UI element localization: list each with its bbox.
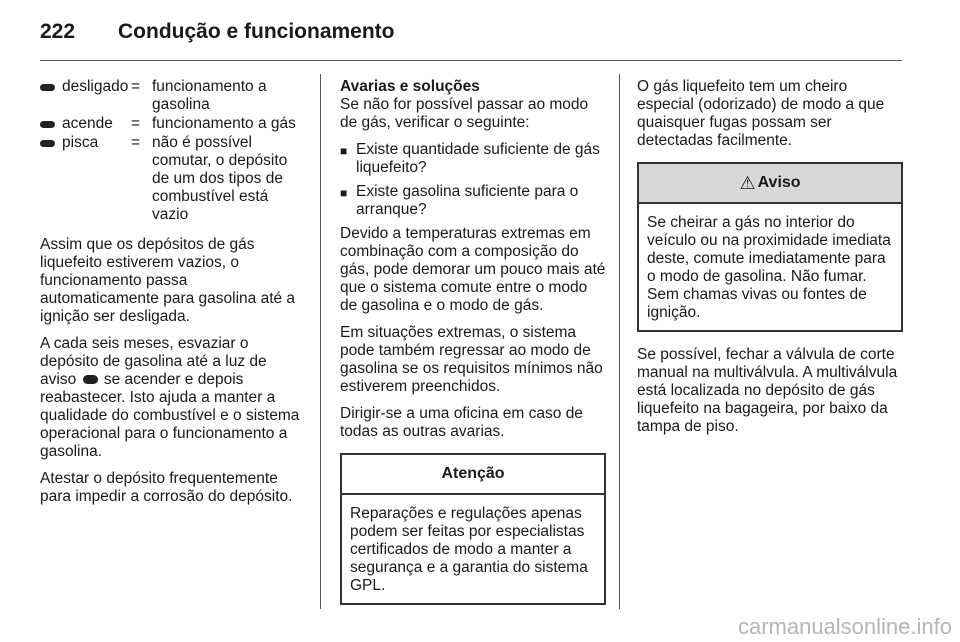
warning-triangle-icon: ⚠ xyxy=(739,173,756,193)
warning-box-title: Aviso xyxy=(757,174,801,191)
header-divider xyxy=(40,60,902,61)
paragraph-workshop: Dirigir-se a uma oficina em caso de todas as outras avarias. xyxy=(340,405,583,440)
attention-box-body: Reparações e regulações apenas podem ser feitas por especialistas certificados de modo a manter a segurança e a garantia do sistema GPL. xyxy=(350,505,588,594)
column-divider-right xyxy=(619,74,620,609)
bullet-square-icon: ■ xyxy=(340,186,348,200)
lpg-lamp-icon xyxy=(40,121,55,128)
indicator-state-list xyxy=(40,78,306,224)
column-middle xyxy=(340,78,606,605)
indicator-state-label: desligado xyxy=(62,78,129,95)
paragraph-intro: Se não for possível passar ao modo de gás, verificar o seguinte: xyxy=(340,96,589,131)
indicator-state-label: pisca xyxy=(62,134,99,151)
page-header xyxy=(40,14,920,50)
indicator-row xyxy=(40,115,306,133)
column-left xyxy=(40,78,306,515)
indicator-state-label: acende xyxy=(62,115,113,132)
list-item xyxy=(340,183,606,219)
page-number: 222 xyxy=(40,20,76,43)
indicator-row xyxy=(40,134,306,224)
attention-box xyxy=(340,453,606,605)
attention-box-title: Atenção xyxy=(342,455,604,495)
column-right xyxy=(637,78,903,445)
warning-box-body: Se cheirar a gás no interior do veículo ou na proximidade imediata deste, comute imediatamente para o modo de gasolina. Não fumar. Sem chamas vivas ou fontes de ignição. xyxy=(647,214,891,321)
paragraph-auto-switch: Assim que os depósitos de gás liquefeito estiverem vazios, o funcionamento passa automaticamente para gasolina até a ignição ser desligada. xyxy=(40,236,296,325)
paragraph-temperature: Devido a temperaturas extremas em combinação com a composição do gás, pode demorar um pouco mais até que o sistema comute entre o modo de gasolina e o modo de gás. xyxy=(340,225,606,314)
indicator-state-meaning: não é possível comutar, o depósito de um dos tipos de combustível está vazio xyxy=(152,134,288,223)
bullet-square-icon: ■ xyxy=(340,144,348,158)
paragraph-empty-tank xyxy=(40,335,306,461)
chapter-title: Condução e funcionamento xyxy=(118,20,395,43)
list-item-text: Existe gasolina suficiente para o arranque? xyxy=(356,183,579,218)
equals-sign: = xyxy=(131,78,141,95)
paragraph-valve: Se possível, fechar a válvula de corte manual na multiválvula. A multiválvula está localizada no depósito de gás liquefeito na bagageira, por baixo da tampa de piso. xyxy=(637,346,898,435)
warning-box-header xyxy=(639,164,901,204)
indicator-state-meaning: funcionamento a gasolina xyxy=(152,78,267,113)
list-item-text: Existe quantidade suficiente de gás liquefeito? xyxy=(356,141,600,176)
indicator-row xyxy=(40,78,306,114)
paragraph-odorized: O gás liquefeito tem um cheiro especial (odorizado) de modo a que quaisquer fugas possam ser detectadas facilmente. xyxy=(637,78,885,149)
lpg-lamp-icon xyxy=(40,84,55,91)
warning-lamp-icon xyxy=(83,375,98,384)
column-divider-left xyxy=(320,74,321,609)
equals-sign: = xyxy=(131,134,141,151)
indicator-state-meaning: funcionamento a gás xyxy=(152,115,296,132)
paragraph-text: A cada seis meses, esvaziar o depósito de gasolina até a luz de aviso xyxy=(40,335,267,388)
section-subheading: Avarias e soluções xyxy=(340,78,480,95)
equals-sign: = xyxy=(131,115,141,132)
warning-box xyxy=(637,162,903,332)
list-item xyxy=(340,141,606,177)
paragraph-extreme: Em situações extremas, o sistema pode também regressar ao modo de gasolina se os requisitos mínimos não estiverem preenchidos. xyxy=(340,324,603,395)
paragraph-text: se acender e depois reabastecer. Isto ajuda a manter a qualidade do combustível e o sistema operacional para o funcionamento a gasolina. xyxy=(40,371,300,460)
watermark: carmanualsonline.info xyxy=(737,614,952,639)
paragraph-refuel: Atestar o depósito frequentemente para impedir a corrosão do depósito. xyxy=(40,470,293,505)
lpg-lamp-icon xyxy=(40,140,55,147)
